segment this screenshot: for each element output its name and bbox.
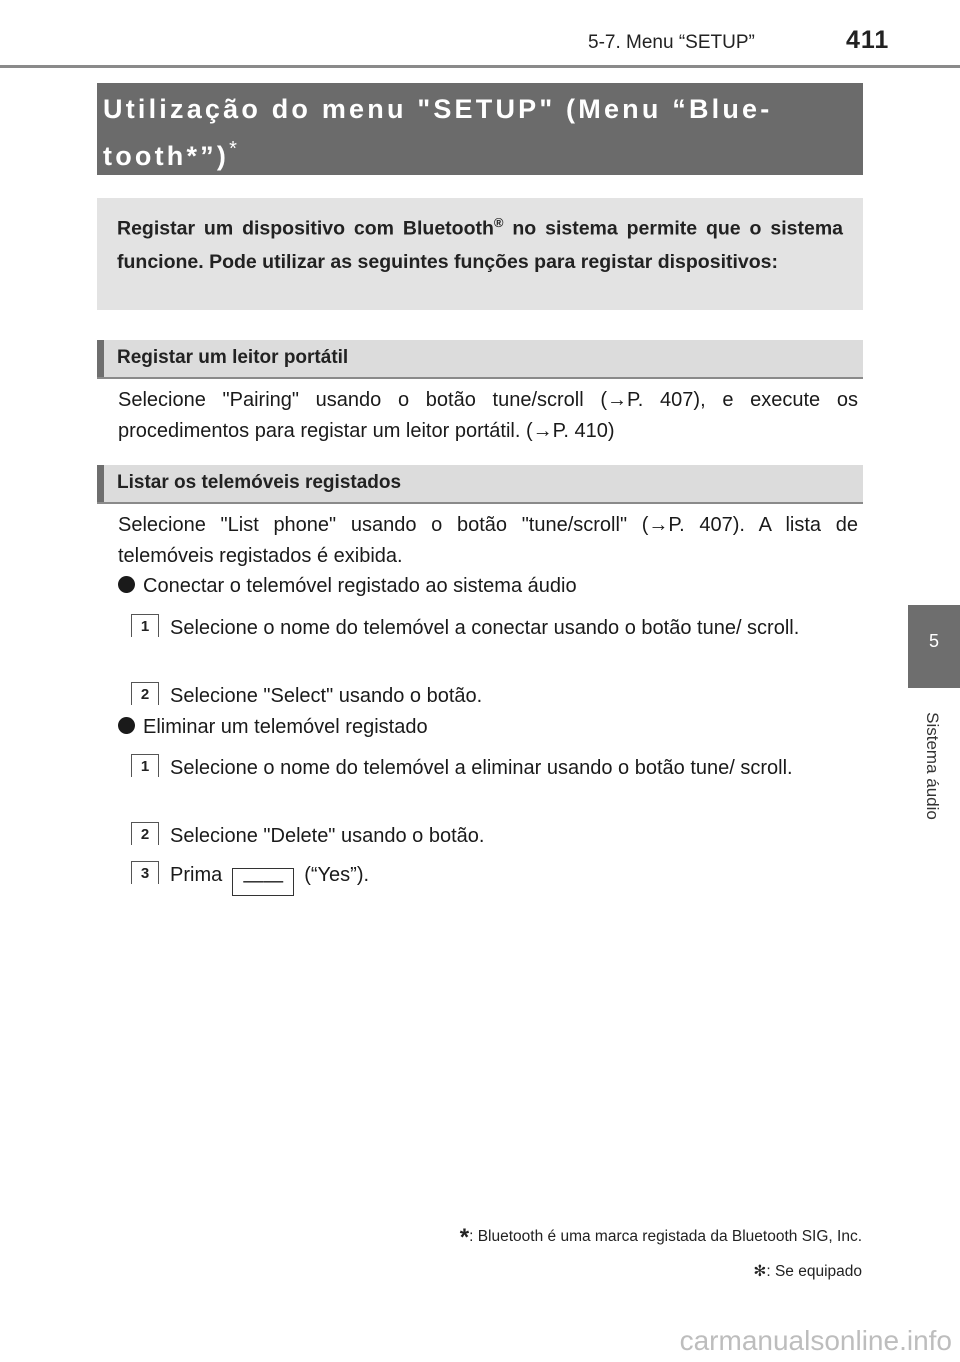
step-number: 1: [131, 614, 159, 637]
page-number: 411: [846, 26, 890, 54]
page-title: [103, 89, 772, 176]
chapter-number: 5: [928, 631, 939, 651]
title-line2: tooth*”): [103, 141, 230, 171]
heading-accent-bar: [97, 465, 104, 502]
page-title-box: [97, 83, 863, 175]
step-number: 1: [131, 754, 159, 777]
bullet-dot-icon: [118, 576, 135, 593]
header-divider: [0, 65, 960, 68]
section-heading-text: Registar um leitor portátil: [117, 347, 349, 368]
step-number: 2: [131, 822, 159, 845]
step-text: Selecione "Delete" usando o botão.: [170, 825, 485, 847]
chapter-tab[interactable]: [908, 605, 960, 688]
intro-text: Registar um dispositivo com Bluetooth® no sistema permite que o sistema funcione. Pode utilizar as seguintes funções para registar dispositivos:: [117, 215, 843, 273]
step-text: Selecione o nome do telemóvel a conectar usando o botão tune/ scroll.: [170, 617, 800, 639]
intro-box: [97, 198, 863, 310]
footnote-bluetooth: *: Bluetooth é uma marca registada da Bluetooth SIG, Inc.: [459, 1224, 862, 1251]
step-text-press: Prima —— (“Yes”).: [170, 860, 858, 896]
button-symbol: ——: [232, 868, 294, 896]
section-header: 5-7. Menu “SETUP”: [588, 32, 755, 53]
step-text: Selecione "Select" usando o botão.: [170, 685, 483, 707]
watermark: carmanualsonline.info: [679, 1325, 952, 1356]
section1-body: Selecione "Pairing" usando o botão tune/scroll (→P. 407), e execute os procedimentos para registar um leitor portátil. (→P. 410): [118, 389, 858, 442]
step-number: 3: [131, 861, 159, 884]
bullet-delete: Eliminar um telemóvel registado: [118, 716, 428, 739]
step-text: Selecione o nome do telemóvel a eliminar usando o botão tune/ scroll.: [170, 757, 793, 779]
section-heading-text: Listar os telemóveis registados: [117, 472, 402, 493]
step-number: 2: [131, 682, 159, 705]
title-line1: Utilização do menu "SETUP" (Menu “Blue-: [103, 94, 773, 124]
chapter-label: Sistema áudio: [923, 712, 942, 820]
heading-accent-bar: [97, 340, 104, 377]
section-heading-portable: [97, 340, 863, 379]
optional-mark: *: [229, 138, 241, 160]
bullet-connect: Conectar o telemóvel registado ao sistema áudio: [118, 575, 577, 598]
footnote-equipped: ✻: Se equipado: [753, 1263, 862, 1280]
bullet-dot-icon: [118, 717, 135, 734]
section-heading-phones: [97, 465, 863, 504]
chapter-label-container: [912, 700, 952, 840]
section2-body: Selecione "List phone" usando o botão "tune/scroll" (→P. 407). A lista de telemóveis registados é exibida.: [118, 514, 858, 567]
